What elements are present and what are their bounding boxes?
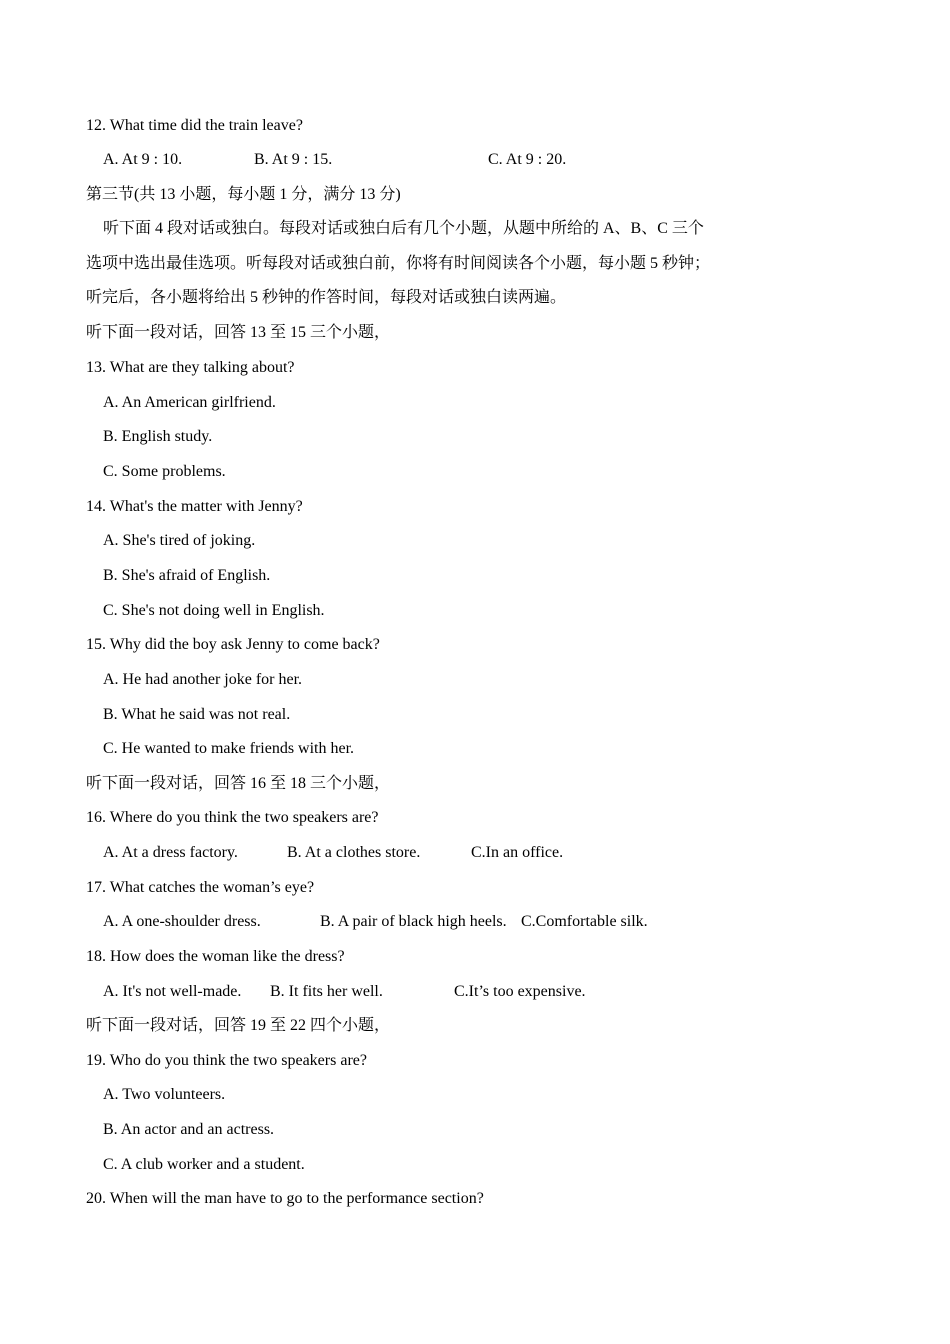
q14-option-b: B. She's afraid of English. [103,567,271,584]
section-3-title: 第三节(共 13 小题，每小题 1 分，满分 13 分) [86,186,401,203]
q19-option-a: A. Two volunteers. [103,1086,226,1103]
group-2-prompt: 听下面一段对话，回答 16 至 18 三个小题， [86,775,391,792]
question-17: 17. What catches the woman’s eye? [86,879,315,896]
q12-option-b: B. At 9 : 15. [254,151,333,168]
question-12: 12. What time did the train leave? [86,117,303,134]
q18-option-b: B. It fits her well. [270,983,383,1000]
section-3-instruction-2: 选项中选出最佳选项。听每段对话或独白前，你将有时间阅读各个小题，每小题 5 秒钟； [86,255,711,272]
q17-option-c: C.Comfortable silk. [521,913,648,930]
question-16-options [103,842,703,864]
q17-option-b: B. A pair of black high heels. [320,913,507,930]
question-16: 16. Where do you think the two speakers are? [86,809,379,826]
question-14: 14. What's the matter with Jenny? [86,498,303,515]
q12-option-c: C. At 9 : 20. [488,151,567,168]
question-15: 15. Why did the boy ask Jenny to come back? [86,636,380,653]
q14-option-a: A. She's tired of joking. [103,532,256,549]
q12-option-a: A. At 9 : 10. [103,151,183,168]
q18-option-c: C.It’s too expensive. [454,983,586,1000]
question-20: 20. When will the man have to go to the performance section? [86,1190,484,1207]
q14-option-c: C. She's not doing well in English. [103,602,325,619]
section-3-instruction-3: 听完后，各小题将给出 5 秒钟的作答时间，每段对话或独白读两遍。 [86,289,567,306]
q13-option-a: A. An American girlfriend. [103,394,276,411]
section-3-instruction-1: 听下面 4 段对话或独白。每段对话或独白后有几个小题，从题中所给的 A、B、C 三个 [103,220,704,237]
q18-option-a: A. It's not well-made. [103,983,242,1000]
question-13: 13. What are they talking about? [86,359,295,376]
q19-option-c: C. A club worker and a student. [103,1156,305,1173]
question-12-options [103,149,703,171]
question-18: 18. How does the woman like the dress? [86,948,345,965]
question-17-options [103,911,703,933]
q16-option-c: C.In an office. [471,844,564,861]
q15-option-a: A. He had another joke for her. [103,671,303,688]
question-19: 19. Who do you think the two speakers are? [86,1052,367,1069]
q17-option-a: A. A one-shoulder dress. [103,913,261,930]
group-3-prompt: 听下面一段对话，回答 19 至 22 四个小题， [86,1017,391,1034]
q16-option-a: A. At a dress factory. [103,844,238,861]
question-18-options [103,981,703,1003]
q15-option-c: C. He wanted to make friends with her. [103,740,355,757]
q15-option-b: B. What he said was not real. [103,706,291,723]
q16-option-b: B. At a clothes store. [287,844,421,861]
q19-option-b: B. An actor and an actress. [103,1121,275,1138]
group-1-prompt: 听下面一段对话，回答 13 至 15 三个小题， [86,324,391,341]
q13-option-c: C. Some problems. [103,463,226,480]
q13-option-b: B. English study. [103,428,213,445]
